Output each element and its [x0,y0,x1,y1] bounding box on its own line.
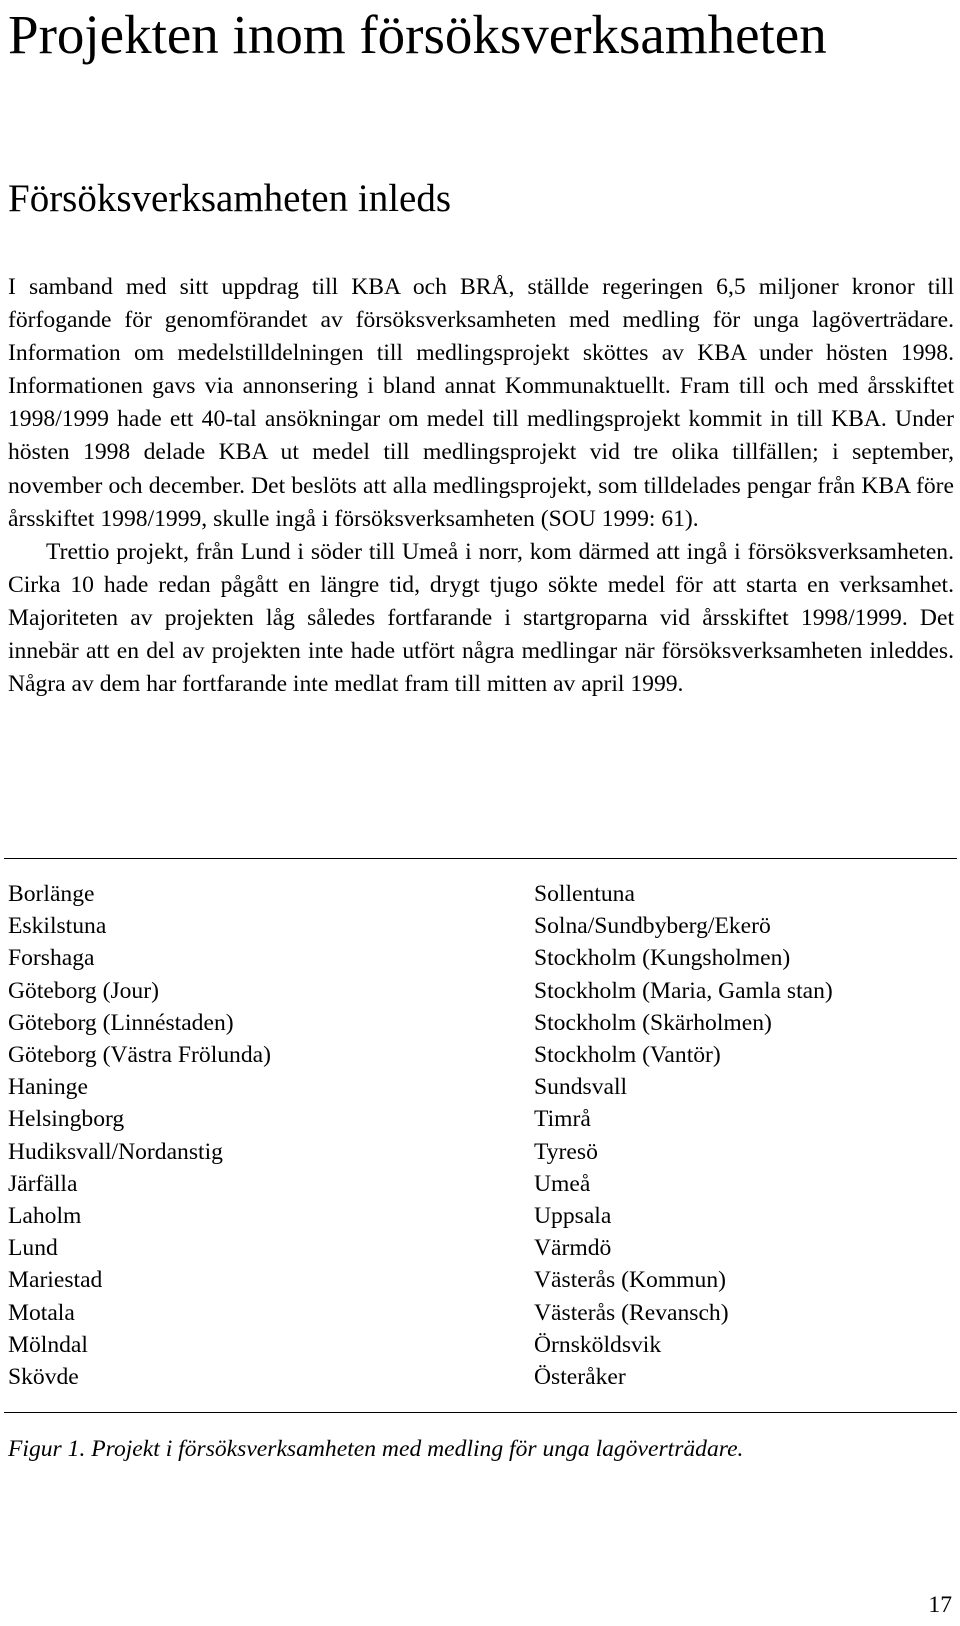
list-item: Österåker [534,1364,626,1391]
list-item: Forshaga [8,945,95,972]
list-item: Göteborg (Västra Frölunda) [8,1042,271,1069]
paragraph: Trettio projekt, från Lund i söder till Umeå i norr, kom därmed att ingå i försöksverksamheten. Cirka 10 hade redan pågått en längre tid, drygt tjugo sökte medel för att starta en verksamhet. Majoriteten av projekten låg således fortfarande i startgroparna vid årsskiftet 1998/1999. Det innebär att en del av projekten inte hade utfört några medlingar när försöksverksamheten inleddes. Några av dem har fortfarande inte medlat fram till mitten av april 1999. [8,538,954,698]
list-item: Mölndal [8,1331,88,1358]
page-number: 17 [928,1592,952,1618]
list-item: Umeå [534,1170,591,1197]
project-list-left [8,878,271,1393]
list-item: Västerås (Kommun) [534,1267,726,1294]
list-item: Uppsala [534,1203,612,1230]
list-item: Värmdö [534,1235,612,1262]
figure-top-rule [4,858,957,859]
list-item: Eskilstuna [8,913,107,940]
list-item: Timrå [534,1106,591,1133]
list-item: Sundsvall [534,1074,628,1101]
list-item: Stockholm (Maria, Gamla stan) [534,977,833,1004]
list-item: Laholm [8,1203,82,1230]
list-item: Solna/Sundbyberg/Ekerö [534,913,771,940]
list-item: Göteborg (Jour) [8,977,159,1004]
list-item: Västerås (Revansch) [534,1299,729,1326]
body-text [8,271,954,701]
list-item: Lund [8,1235,58,1262]
list-item: Järfälla [8,1170,78,1197]
list-item: Stockholm (Kungsholmen) [534,945,791,972]
list-item: Borlänge [8,881,95,907]
list-item: Örnsköldsvik [534,1331,662,1358]
list-item: Motala [8,1299,75,1326]
figure-bottom-rule [4,1412,957,1413]
project-list-right [534,878,833,1393]
list-item: Skövde [8,1364,79,1391]
list-item: Helsingborg [8,1106,125,1133]
list-item: Hudiksvall/Nordanstig [8,1138,223,1165]
figure-caption: Figur 1. Projekt i försöksverksamheten med medling för unga lagöverträdare. [8,1436,744,1462]
list-item: Tyresö [534,1138,598,1165]
chapter-title: Projekten inom försöksverksamheten [8,4,827,65]
list-item: Stockholm (Skärholmen) [534,1009,772,1036]
section-heading: Försöksverksamheten inleds [8,177,452,220]
list-item: Göteborg (Linnéstaden) [8,1009,234,1036]
list-item: Stockholm (Vantör) [534,1042,721,1069]
list-item: Mariestad [8,1267,103,1294]
list-item: Haninge [8,1074,88,1101]
paragraph: I samband med sitt uppdrag till KBA och BRÅ, ställde regeringen 6,5 miljoner kronor till förfogande för genomförandet av försöksverksamheten med medling för unga lagöverträdare. Information om medelstilldelningen till medlingsprojekt sköttes av KBA under hösten 1998. Informationen gavs via annonsering i bland annat Kommunaktuellt. Fram till och med årsskiftet 1998/1999 hade ett 40-tal ansökningar om medel till medlingsprojekt kommit in till KBA. Under hösten 1998 delade KBA ut medel till medlingsprojekt vid tre olika tillfällen; i september, november och december. Det beslöts att alla medlingsprojekt, som tilldelades pengar från KBA före årsskiftet 1998/1999, skulle ingå i försöksverksamheten (SOU 1999: 61). [8,274,954,532]
list-item: Sollentuna [534,881,635,907]
